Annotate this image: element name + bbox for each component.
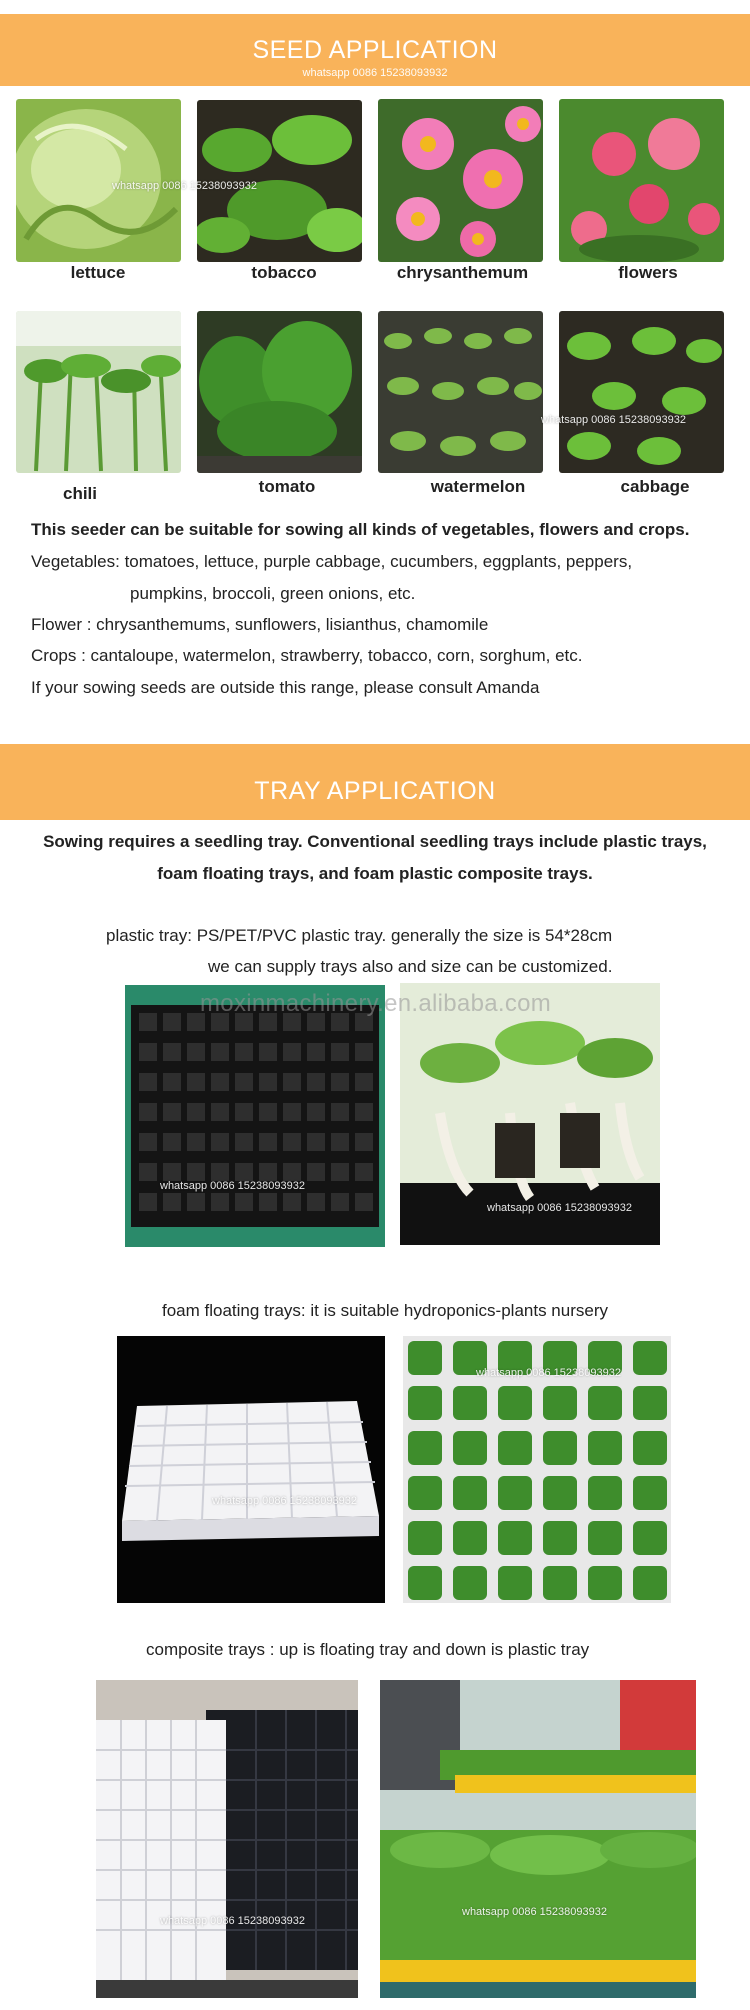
cabbage-photo	[559, 311, 724, 473]
tray-intro-line1: Sowing requires a seedling tray. Conventional seedling trays include plastic trays,	[43, 832, 707, 851]
composite-tray-line: composite trays : up is floating tray and down is plastic tray	[146, 1640, 590, 1659]
photo-watermark: whatsapp 0086 15238093932	[112, 180, 257, 192]
tomato-photo	[197, 311, 362, 473]
caption-cabbage: cabbage	[620, 477, 690, 496]
photo-watermark: whatsapp 0086 15238093932	[541, 414, 686, 426]
flower-line: Flower : chrysanthemums, sunflowers, lisianthus, chamomile	[31, 615, 489, 634]
chili-photo	[16, 311, 181, 473]
foam-tray-line: foam floating trays: it is suitable hydroponics-plants nursery	[162, 1301, 608, 1320]
photo-watermark: whatsapp 0086 15238093932	[462, 1906, 607, 1918]
vegetables-line: Vegetables: tomatoes, lettuce, purple cabbage, cucumbers, eggplants, peppers,	[31, 552, 633, 571]
caption-lettuce: lettuce	[70, 263, 126, 282]
tray-intro-line2: foam floating trays, and foam plastic composite trays.	[157, 864, 593, 883]
photo-watermark: whatsapp 0086 15238093932	[160, 1180, 305, 1192]
photo-watermark: whatsapp 0086 15238093932	[487, 1202, 632, 1214]
seed-banner-contact: whatsapp 0086 15238093932	[302, 67, 448, 79]
tray-application-banner	[0, 744, 750, 820]
seed-application-title: SEED APPLICATION	[252, 36, 498, 64]
tray-application-title: TRAY APPLICATION	[254, 777, 496, 805]
caption-watermelon: watermelon	[430, 477, 526, 496]
plastic-tray-line2: we can supply trays also and size can be customized.	[208, 957, 613, 976]
composite-tray-greenhouse-photo	[380, 1680, 696, 1998]
crops-line: Crops : cantaloupe, watermelon, strawberry, tobacco, corn, sorghum, etc.	[31, 646, 583, 665]
chrysanthemum-photo	[378, 99, 543, 262]
plastic-tray-photo	[125, 985, 385, 1247]
site-watermark: moxinmachinery.en.alibaba.com	[200, 990, 552, 1017]
watermelon-photo	[378, 311, 543, 473]
photo-watermark: whatsapp 0086 15238093932	[212, 1495, 357, 1507]
composite-tray-photo	[96, 1680, 358, 1998]
caption-flowers: flowers	[618, 263, 678, 282]
consult-line: If your sowing seeds are outside this range, please consult Amanda	[31, 678, 540, 697]
plastic-tray-line1: plastic tray: PS/PET/PVC plastic tray. generally the size is 54*28cm	[106, 926, 613, 945]
caption-chrysanthemum: chrysanthemum	[396, 263, 529, 282]
seeder-intro: This seeder can be suitable for sowing all kinds of vegetables, flowers and crops.	[31, 520, 690, 539]
caption-tobacco: tobacco	[251, 263, 317, 282]
flowers-photo	[559, 99, 724, 262]
vegetables-line-cont: pumpkins, broccoli, green onions, etc.	[130, 584, 416, 603]
caption-chili: chili	[62, 484, 97, 503]
caption-tomato: tomato	[258, 477, 316, 496]
foam-floating-tray-photo	[117, 1336, 385, 1603]
photo-watermark: whatsapp 0086 15238093932	[160, 1915, 305, 1927]
photo-watermark: whatsapp 0086 15238093932	[476, 1367, 621, 1379]
seed-application-banner	[0, 14, 750, 86]
